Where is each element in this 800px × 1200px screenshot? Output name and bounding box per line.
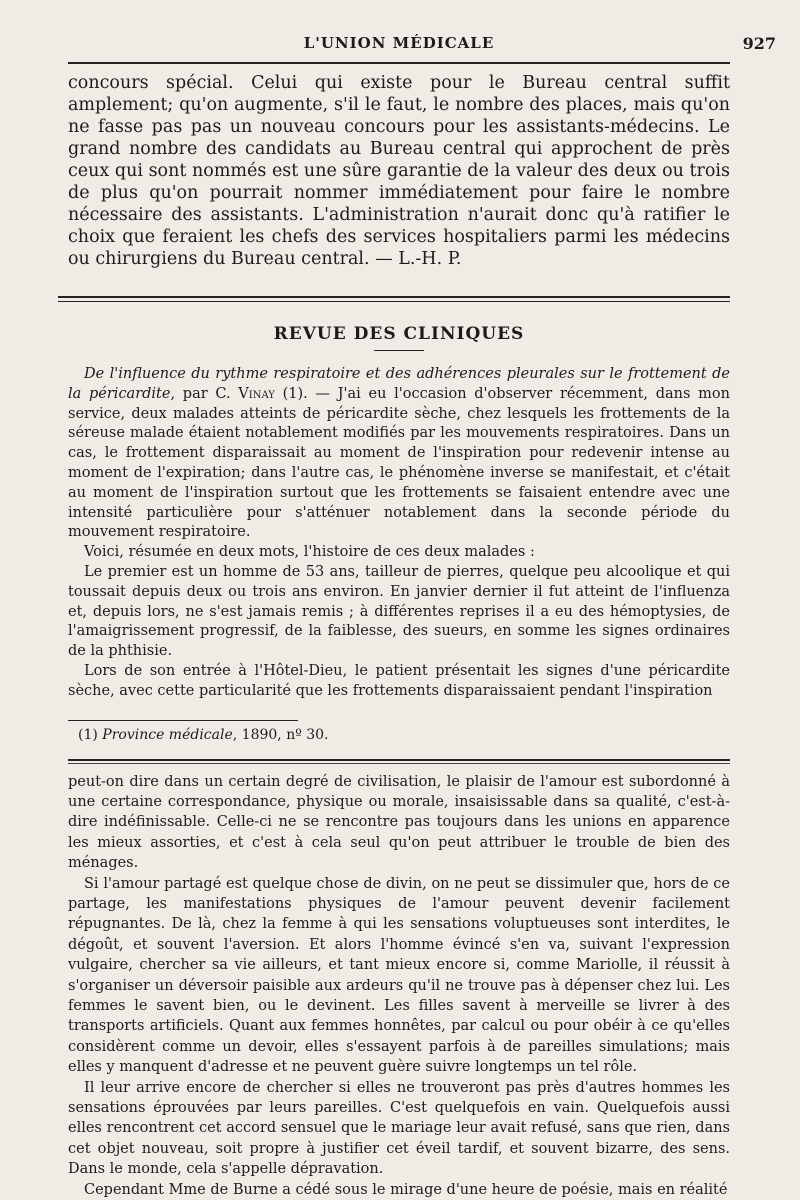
clinic-intro-text: J'ai eu l'occasion d'observer récemment, dans mon service, deux malades atteints de péricardite sèche, chez lesquels les frottements de la séreuse malade étaient notablement modifiés par les mouvements respiratoires. Dans un cas, le frottement disparaissait au moment de l'inspiration pour redevenir intense au moment de l'expiration; dans l'autre cas, le phénomène inverse se manifestait, et c'était au moment de l'inspiration surtout que les frottements se faisaient entendre avec une intensité particulière pour s'atténuer notablement dans la seconde période du mouvement respiratoire. — [68, 385, 730, 541]
clinic-author: Vinay — [238, 385, 275, 402]
page-number: 927 — [742, 34, 776, 53]
clinic-author-note: (1). — — [274, 385, 338, 402]
clinic-article-title: De l'influence du rythme respiratoire et des adhérences pleurales sur le frottement de la péricardite — [68, 366, 730, 402]
header-rule — [68, 62, 730, 64]
section-title: REVUE DES CLINIQUES — [273, 324, 525, 344]
feuilleton-paragraph-3: Il leur arrive encore de chercher si elles ne trouveront pas près d'autres hommes les sensations éprouvées par leurs pareilles. C'est quelquefois en vain. Quelquefois aussi elles rencontrent cet accord sensuel que le mariage leur avait refusé, sans que rien, dans cet objet nouveau, soit propre à justifier cet éveil tardif, et souvent bizarre, des sens. Dans le monde, cela s'appelle dépravation. — [68, 1079, 730, 1178]
feuilleton-divider — [68, 759, 730, 764]
feuilleton-column — [68, 772, 730, 1200]
lead-paragraph: concours spécial. Celui qui existe pour le Bureau central suffit amplement; qu'on augmente, s'il le faut, le nombre des places, mais qu'on ne fasse pas pas un nouveau concours pour les assistants-médecins. Le grand nombre des candidats au Bureau central qui approchent de près ceux qui sont nommés est une sûre garantie de la valeur des deux ou trois de plus qu'on pourrait nommer immédiatement pour faire le nombre nécessaire des assistants. L'administration n'aurait donc qu'à ratifier le choix que feraient les chefs des services hospitaliers parmi les médecins ou chirurgiens du Bureau central. — L.-H. P. — [68, 73, 730, 269]
section-divider — [58, 296, 730, 302]
clinic-intro — [68, 365, 730, 543]
running-head — [68, 0, 776, 56]
feuilleton-paragraph-1: peut-on dire dans un certain degré de civilisation, le plaisir de l'amour est subordonné à une certaine correspondance, physique ou morale, insaisissable dans sa qualité, c'est-à-dire indéfinissable. Celle-ci ne se rencontre pas toujours dans les unions en apparence les mieux assorties, et c'est à cela seul qu'on peut attribuer le trouble de bien des ménages. — [68, 773, 730, 872]
section-title-rule — [374, 350, 424, 351]
footnote-rule — [68, 720, 298, 721]
clinic-paragraph-2: Voici, résumée en deux mots, l'histoire de ces deux malades : — [84, 544, 535, 561]
journal-title: L'UNION MÉDICALE — [303, 34, 495, 52]
clinic-article — [68, 365, 730, 702]
footnote — [68, 727, 730, 743]
clinic-by: , par C. — [170, 385, 239, 402]
feuilleton-paragraph-2: Si l'amour partagé est quelque chose de divin, on ne peut se dissimuler que, hors de ce partage, les manifestations physiques de l'amour peuvent devenir facilement répugnantes. De là, chez la femme à qui les sensations voluptueuses sont interdites, le dégoût, et souvent l'aversion. Et alors l'homme évincé s'en va, suivant l'expression vulgaire, chercher sa vie ailleurs, et tant mieux encore si, comme Mariolle, il réussit à s'organiser un déversoir paisible aux ardeurs qu'il ne trouve pas à dépenser chez lui. Les femmes le savent bien, ou le devinent. Les filles savent à merveille se livrer à des transports artificiels. Quant aux femmes honnêtes, par calcul ou pour obéir à ce qu'elles considèrent comme un devoir, elles s'essayent parfois à de pareilles simulations; mais elles y manquent d'adresse et ne peuvent guère suivre longtemps un tel rôle. — [68, 875, 730, 1076]
footnote-rest: , 1890, nº 30. — [232, 726, 329, 743]
lead-article — [68, 72, 730, 270]
footnote-marker: (1) — [78, 726, 103, 743]
feuilleton-paragraph-4: Cependant Mme de Burne a cédé sous le mirage d'une heure de poésie, mais en réalité — [84, 1181, 728, 1198]
clinic-paragraph-4: Lors de son entrée à l'Hôtel-Dieu, le patient présentait les signes d'une péricardite sèche, avec cette particularité que les frottements disparaissaient pendant l'inspiration — [68, 662, 730, 699]
clinic-paragraph-3: Le premier est un homme de 53 ans, tailleur de pierres, quelque peu alcoolique et qui toussait depuis deux ou trois ans environ. En janvier dernier il fut atteint de l'influenza et, depuis lors, ne s'est jamais remis ; à différentes reprises il a eu des hémoptysies, de l'amaigrissement progressif, de la faiblesse, des sueurs, en somme les signes ordinaires de la phthisie. — [68, 563, 730, 660]
footnote-source: Province médicale — [102, 726, 233, 743]
